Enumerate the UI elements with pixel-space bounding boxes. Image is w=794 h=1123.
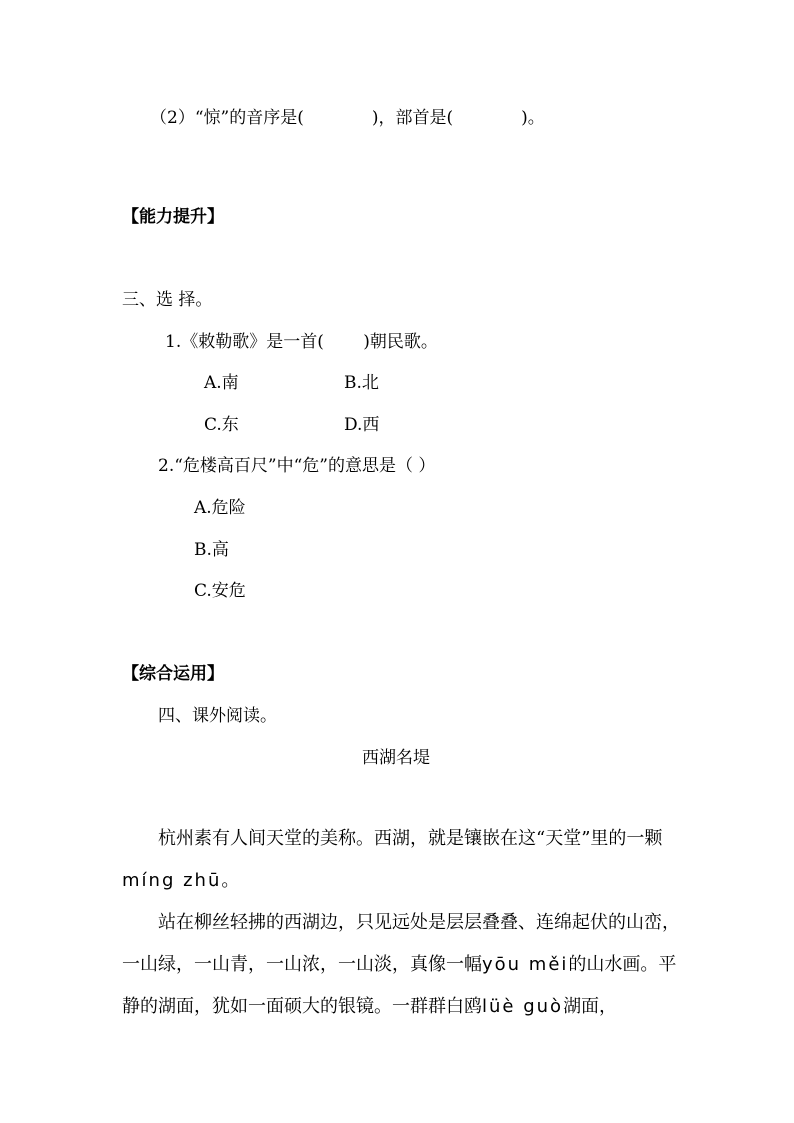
section-header-comprehensive: 【综合运用】 [122, 664, 224, 684]
section-header-ability: 【能力提升】 [122, 207, 224, 227]
pinyin-ming-zhu: míng zhū [122, 870, 222, 891]
pinyin-lue-guo: lüè guò [482, 996, 564, 1017]
section-4-title: 四、课外阅读。 [158, 706, 277, 726]
q1-option-a: A.南 [204, 373, 239, 393]
q2-option-a: A.危险 [194, 498, 246, 518]
paragraph-2-text: 站在柳丝轻拂的西湖边，只见远处是层层叠叠、连绵起伏的山峦，一山绿，一山青，一山浓，一山淡，真像一幅 [122, 912, 680, 975]
article-paragraph-1 [122, 818, 682, 902]
q1-option-c: C.东 [204, 415, 239, 435]
paragraph-1-text-end: 。 [221, 870, 240, 891]
pinyin-you-mei: yōu měi [482, 954, 569, 975]
mc-question-1-stem: 1.《敕勒歌》是一首( )朝民歌。 [165, 332, 438, 352]
q1-option-b: B.北 [344, 373, 379, 393]
paragraph-2-text-end: 湖面， [563, 996, 618, 1017]
paragraph-2-text-middle: 的山水画。平静的湖面，犹如一面硕大的银镜。一群群白鸥 [122, 954, 677, 1017]
q2-option-b: B.高 [194, 540, 229, 560]
article-title: 西湖名堤 [362, 748, 430, 768]
section-3-title: 三、选 择。 [122, 290, 213, 310]
question-2-fill-blank: （2）“惊”的音序是( )，部首是( )。 [150, 108, 545, 128]
mc-question-2-stem: 2.“危楼高百尺”中“危”的意思是（ ） [158, 456, 436, 476]
q2-option-c: C.安危 [194, 581, 246, 601]
paragraph-1-text: 杭州素有人间天堂的美称。西湖，就是镶嵌在这“天堂”里的一颗 [158, 828, 663, 849]
q1-option-d: D.西 [344, 415, 380, 435]
article-paragraph-2 [122, 902, 682, 1028]
